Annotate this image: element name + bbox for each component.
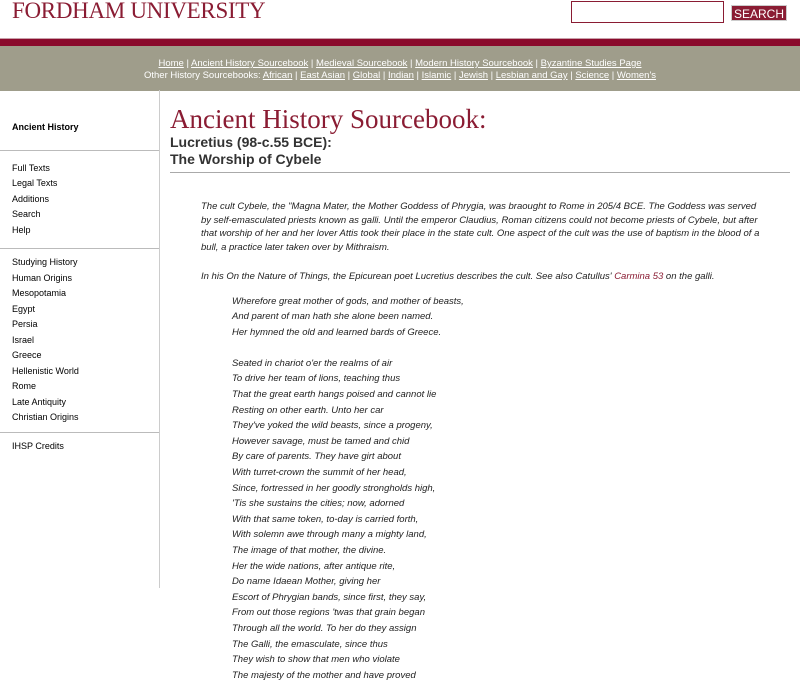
sidebar-item[interactable]: Additions — [12, 192, 159, 208]
sidebar-item[interactable]: Studying History — [12, 255, 159, 271]
poem — [232, 294, 790, 683]
top-nav: Home | Ancient History Sourcebook | Medieval Sourcebook | Modern History Sourcebook | Byzantine Studies Page Other History Sourcebooks: African | East Asian | Global | Indian | Islamic | Jewish | Lesbian and Gay | Science | Women's — [0, 46, 800, 91]
search-button[interactable]: SEARCH — [731, 5, 787, 21]
poem-line: Escort of Phrygian bands, since first, they say, — [232, 590, 790, 606]
poem-line: They've yoked the wild beasts, since a progeny, — [232, 418, 790, 434]
sidebar-item[interactable]: Legal Texts — [12, 176, 159, 192]
nav-link[interactable]: East Asian — [300, 70, 345, 81]
poem-line: Do name Idaean Mother, giving her — [232, 574, 790, 590]
poem-line: Since, fortressed in her goodly strongholds high, — [232, 481, 790, 497]
poem-line: By care of parents. They have girt about — [232, 449, 790, 465]
nav-link[interactable]: Lesbian and Gay — [496, 70, 568, 81]
sidebar-section — [0, 90, 159, 151]
poem-line: Wherefore great mother of gods, and mother of beasts, — [232, 294, 790, 310]
nav-link[interactable]: Ancient History Sourcebook — [191, 58, 308, 69]
sidebar-item[interactable]: Late Antiquity — [12, 395, 159, 411]
sidebar-item[interactable]: Search — [12, 207, 159, 223]
sidebar-item[interactable]: Full Texts — [12, 161, 159, 177]
sidebar-item[interactable]: Human Origins — [12, 271, 159, 287]
sidebar-section — [0, 151, 159, 250]
nav-link[interactable]: African — [263, 70, 293, 81]
nav-link[interactable]: Jewish — [459, 70, 488, 81]
poem-line: With turret-crown the summit of her head, — [232, 465, 790, 481]
sidebar-item[interactable]: Ancient History — [12, 120, 159, 136]
poem-line: However savage, must be tamed and chid — [232, 434, 790, 450]
main-content — [170, 104, 790, 683]
poem-line: The majesty of the mother and have proved — [232, 668, 790, 683]
sidebar-item[interactable]: Greece — [12, 348, 159, 364]
poem-line: To drive her team of lions, teaching thus — [232, 371, 790, 387]
header-bar — [0, 38, 800, 46]
sidebar-item[interactable]: IHSP Credits — [12, 439, 159, 455]
intro-paragraph: The cult Cybele, the "Magna Mater, the Mother Goddess of Phrygia, was braought to Rome in 205/4 BCE. The Goddess was served by self-emasculated priests known as galli. Until the emperor Claudius, Roman citizens could not become priests of Cybele, but after that worship of her and her lover Attis took their place in the state cult. One aspect of the cult was the use of baptism in the blood of a bull, a practice later taken over by Mithraism. — [201, 200, 761, 254]
poem-line: The image of that mother, the divine. — [232, 543, 790, 559]
fordham-logo[interactable]: FORDHAM UNIVERSITY — [12, 0, 265, 24]
sidebar-item[interactable]: Christian Origins — [12, 410, 159, 426]
nav-link[interactable]: Global — [353, 70, 380, 81]
poem-line: From out those regions 'twas that grain began — [232, 605, 790, 621]
poem-line: Her the wide nations, after antique rite, — [232, 559, 790, 575]
nav-link[interactable]: Home — [158, 58, 183, 69]
page-subtitle: Lucretius (98-c.55 BCE): The Worship of Cybele — [170, 134, 790, 173]
poem-line: 'Tis she sustains the cities; now, adorned — [232, 496, 790, 512]
nav-label: Other History Sourcebooks: — [144, 70, 261, 81]
nav-link[interactable]: Science — [575, 70, 609, 81]
sidebar-item[interactable]: Israel — [12, 333, 159, 349]
sidebar-item[interactable]: Help — [12, 223, 159, 239]
nav-link[interactable]: Byzantine Studies Page — [541, 58, 642, 69]
page-title: Ancient History Sourcebook: — [170, 104, 790, 134]
poem-line: Seated in chariot o'er the realms of air — [232, 356, 790, 372]
sidebar — [0, 90, 160, 588]
carmina-53-link[interactable]: Carmina 53 — [614, 271, 663, 282]
nav-link[interactable]: Medieval Sourcebook — [316, 58, 407, 69]
poem-line: The Galli, the emasculate, since thus — [232, 637, 790, 653]
poem-line: And parent of man hath she alone been named. — [232, 309, 790, 325]
poem-line: That the great earth hangs poised and cannot lie — [232, 387, 790, 403]
stanza-break — [232, 340, 790, 356]
search-input[interactable] — [571, 1, 724, 23]
header — [0, 0, 800, 38]
poem-line: They wish to show that men who violate — [232, 652, 790, 668]
poem-line: Through all the world. To her do they assign — [232, 621, 790, 637]
sidebar-item[interactable]: Mesopotamia — [12, 286, 159, 302]
poem-line: Resting on other earth. Unto her car — [232, 403, 790, 419]
poem-line: Her hymned the old and learned bards of Greece. — [232, 325, 790, 341]
second-paragraph: In his On the Nature of Things, the Epicurean poet Lucretius describes the cult. See also Catullus' Carmina 53 on the galli. — [201, 270, 761, 284]
nav-link[interactable]: Islamic — [422, 70, 452, 81]
nav-link[interactable]: Modern History Sourcebook — [415, 58, 533, 69]
nav-link[interactable]: Women's — [617, 70, 656, 81]
sidebar-item[interactable]: Egypt — [12, 302, 159, 318]
sidebar-section — [0, 433, 159, 461]
sidebar-item[interactable]: Rome — [12, 379, 159, 395]
nav-link[interactable]: Indian — [388, 70, 414, 81]
sidebar-section — [0, 249, 159, 433]
poem-line: With solemn awe through many a mighty land, — [232, 527, 790, 543]
poem-line: With that same token, to-day is carried forth, — [232, 512, 790, 528]
sidebar-item[interactable]: Persia — [12, 317, 159, 333]
sidebar-item[interactable]: Hellenistic World — [12, 364, 159, 380]
